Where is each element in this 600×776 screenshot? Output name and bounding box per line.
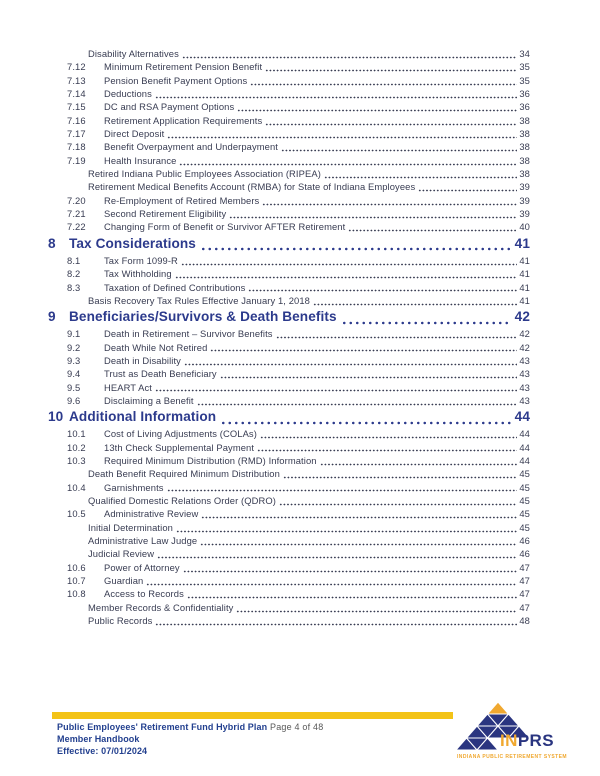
- logo-brand-prs: PRS: [517, 731, 554, 750]
- toc-entry-page: 38: [519, 168, 530, 180]
- toc-entry-number: 10: [48, 409, 64, 425]
- toc-entry-number: 10.4: [67, 481, 86, 493]
- toc-entry[interactable]: [67, 382, 530, 395]
- toc-entry-title: Retired Indiana Public Employees Association (RIPEA): [88, 168, 321, 180]
- toc-entry-title: Tax Form 1099-R: [104, 254, 178, 266]
- toc-entry[interactable]: [67, 355, 530, 368]
- toc-entry-number: 9: [48, 309, 56, 325]
- toc-entry-number: 7.21: [67, 208, 86, 220]
- toc-entry-page: 44: [514, 409, 530, 425]
- dot-leader: [341, 321, 512, 325]
- toc-entry-number: 7.19: [67, 154, 86, 166]
- toc-entry[interactable]: [67, 395, 530, 408]
- toc-entry-page: 35: [519, 74, 530, 86]
- toc-entry-title: Tax Withholding: [104, 268, 172, 280]
- footer-doc-title: Public Employees' Retirement Fund Hybrid Plan: [57, 722, 268, 732]
- toc-entry-page: 43: [519, 368, 530, 380]
- toc-entry-title: Changing Form of Benefit or Survivor AFTER Retirement: [104, 221, 346, 233]
- dot-leader: [281, 149, 517, 152]
- dot-leader: [324, 176, 517, 179]
- logo-brand-text: [500, 732, 554, 749]
- toc-entry[interactable]: [67, 342, 530, 355]
- toc-entry-title: Taxation of Defined Contributions: [104, 281, 246, 293]
- toc-entry-title: Re-Employment of Retired Members: [104, 194, 260, 206]
- dot-leader: [176, 530, 517, 533]
- toc-entry-number: 10.8: [67, 588, 86, 600]
- dot-leader: [175, 276, 518, 279]
- dot-leader: [146, 583, 517, 586]
- dot-leader: [236, 610, 517, 613]
- toc-entry-page: 43: [519, 394, 530, 406]
- toc-entry-page: 47: [519, 588, 530, 600]
- toc-entry-number: 8: [48, 235, 56, 251]
- dot-leader: [220, 421, 511, 425]
- toc-entry-number: 10.3: [67, 454, 86, 466]
- dot-leader: [276, 336, 518, 339]
- dot-leader: [265, 69, 517, 72]
- page-indicator: Page 4 of 48: [270, 722, 324, 732]
- toc-entry-title: Garnishments: [104, 481, 164, 493]
- toc-entry[interactable]: [48, 235, 530, 255]
- toc-entry-page: 41: [519, 294, 530, 306]
- toc-entry-page: 41: [519, 281, 530, 293]
- toc-entry-page: 43: [519, 381, 530, 393]
- toc-entry[interactable]: [67, 562, 530, 575]
- toc-entry[interactable]: [67, 61, 530, 74]
- toc-entry-title: Administrative Review: [104, 508, 199, 520]
- dot-leader: [179, 163, 517, 166]
- toc-entry-page: 47: [519, 561, 530, 573]
- toc-entry-page: 40: [519, 221, 530, 233]
- toc-entry[interactable]: [67, 328, 530, 341]
- toc-entry-page: 46: [519, 548, 530, 560]
- toc-entry[interactable]: [88, 495, 530, 508]
- footer-effective-date: Effective: 07/01/2024: [57, 745, 148, 756]
- toc-entry-title: Death While Not Retired: [104, 341, 208, 353]
- toc-entry-page: 38: [519, 128, 530, 140]
- toc-entry-number: 7.15: [67, 101, 86, 113]
- toc-entry-title: Health Insurance: [104, 154, 177, 166]
- footer-doc-subtitle: Member Handbook: [57, 733, 140, 744]
- toc-entry-number: 7.12: [67, 61, 86, 73]
- dot-leader: [200, 247, 512, 251]
- toc-entry-number: 10.1: [67, 428, 86, 440]
- toc-entry-title: Second Retirement Eligibility: [104, 208, 227, 220]
- toc-entry-number: 7.18: [67, 141, 86, 153]
- dot-leader: [157, 556, 517, 559]
- toc-entry-title: Minimum Retirement Pension Benefit: [104, 61, 263, 73]
- toc-entry[interactable]: [67, 195, 530, 208]
- toc-entry-title: Trust as Death Beneficiary: [104, 368, 217, 380]
- dot-leader: [220, 376, 518, 379]
- toc-entry-page: 47: [519, 601, 530, 613]
- toc-entry-number: 10.7: [67, 575, 86, 587]
- toc-entry-number: 9.3: [67, 354, 81, 366]
- toc-entry[interactable]: [67, 75, 530, 88]
- toc-entry-title: Death in Retirement – Survivor Benefits: [104, 328, 273, 340]
- dot-leader: [197, 403, 518, 406]
- toc-entry-title: Access to Records: [104, 588, 184, 600]
- toc-entry[interactable]: [88, 615, 530, 628]
- toc-entry[interactable]: [67, 115, 530, 128]
- dot-leader: [155, 623, 517, 626]
- dot-leader: [262, 203, 517, 206]
- toc-entry-title: Cost of Living Adjustments (COLAs): [104, 428, 257, 440]
- dot-leader: [155, 389, 517, 392]
- dot-leader: [418, 189, 517, 192]
- dot-leader: [184, 363, 517, 366]
- dot-leader: [248, 289, 517, 292]
- toc-entry-page: 45: [519, 508, 530, 520]
- dot-leader: [181, 263, 517, 266]
- toc-entry-page: 38: [519, 154, 530, 166]
- toc-entry[interactable]: [88, 295, 530, 308]
- toc-entry-title: Administrative Law Judge: [88, 535, 198, 546]
- toc-entry[interactable]: [88, 602, 530, 615]
- dot-leader: [200, 543, 517, 546]
- toc-entry-number: 10.5: [67, 508, 86, 520]
- toc-entry-page: 47: [519, 575, 530, 587]
- toc-entry-title: Power of Attorney: [104, 561, 180, 573]
- toc-entry[interactable]: [67, 368, 530, 381]
- toc-entry-title: Direct Deposit: [104, 128, 165, 140]
- toc-entry[interactable]: [67, 128, 530, 141]
- toc-entry-title: Death Benefit Required Minimum Distribution: [88, 468, 280, 480]
- toc-entry-page: 44: [519, 428, 530, 440]
- toc-entry-title: Disability Alternatives: [88, 48, 179, 59]
- toc-entry-page: 41: [519, 254, 530, 266]
- toc-entry[interactable]: [67, 575, 530, 588]
- toc-entry[interactable]: [48, 308, 530, 328]
- dot-leader: [283, 476, 517, 479]
- dot-leader: [279, 503, 517, 506]
- toc-entry[interactable]: [67, 208, 530, 221]
- toc-entry-number: 8.2: [67, 268, 81, 280]
- toc-entry[interactable]: [67, 442, 530, 455]
- toc-entry-title: Death in Disability: [104, 354, 181, 366]
- table-of-contents: [48, 48, 530, 628]
- toc-entry-title: Benefit Overpayment and Underpayment: [104, 141, 279, 153]
- toc-entry-number: 9.2: [67, 341, 81, 353]
- toc-entry-title: Beneficiaries/Survivors & Death Benefits: [69, 309, 337, 325]
- toc-entry-title: Required Minimum Distribution (RMD) Information: [104, 454, 317, 466]
- toc-entry-number: 10.6: [67, 561, 86, 573]
- dot-leader: [167, 136, 517, 139]
- toc-entry-page: 46: [519, 535, 530, 546]
- toc-entry[interactable]: [48, 408, 530, 428]
- dot-leader: [187, 596, 518, 599]
- dot-leader: [183, 570, 518, 573]
- dot-leader: [167, 489, 518, 492]
- toc-entry[interactable]: [67, 455, 530, 468]
- toc-entry-page: 45: [519, 468, 530, 480]
- dot-leader: [237, 109, 517, 112]
- toc-entry-number: 9.5: [67, 381, 81, 393]
- toc-entry-page: 39: [519, 208, 530, 220]
- toc-entry[interactable]: [88, 181, 530, 194]
- toc-entry-title: Additional Information: [69, 409, 217, 425]
- toc-entry[interactable]: [88, 168, 530, 181]
- footer-divider-bar: [52, 712, 453, 719]
- logo-tagline: INDIANA PUBLIC RETIREMENT SYSTEM: [457, 754, 567, 760]
- toc-entry-page: 42: [514, 309, 530, 325]
- toc-entry-number: 8.3: [67, 281, 81, 293]
- toc-entry-title: Guardian: [104, 575, 144, 587]
- toc-entry-page: 44: [519, 441, 530, 453]
- toc-entry-number: 8.1: [67, 254, 81, 266]
- toc-entry-page: 41: [519, 268, 530, 280]
- toc-entry-title: DC and RSA Payment Options: [104, 101, 235, 113]
- toc-entry-title: Tax Considerations: [69, 235, 196, 251]
- toc-entry[interactable]: [67, 141, 530, 154]
- toc-entry[interactable]: [67, 282, 530, 295]
- toc-entry-page: 36: [519, 101, 530, 113]
- toc-entry-page: 43: [519, 354, 530, 366]
- dot-leader: [210, 349, 517, 352]
- toc-entry-title: Retirement Application Requirements: [104, 114, 263, 126]
- toc-entry-title: HEART Act: [104, 381, 152, 393]
- toc-entry-title: Judicial Review: [88, 548, 155, 560]
- logo-brand-in: IN: [500, 731, 518, 750]
- toc-entry-page: 34: [519, 48, 530, 59]
- dot-leader: [250, 83, 517, 86]
- toc-entry-title: 13th Check Supplemental Payment: [104, 441, 255, 453]
- toc-entry-number: 9.6: [67, 394, 81, 406]
- toc-entry-number: 7.17: [67, 128, 86, 140]
- toc-entry[interactable]: [88, 548, 530, 561]
- toc-entry[interactable]: [67, 255, 530, 268]
- dot-leader: [155, 96, 517, 99]
- toc-entry[interactable]: [88, 468, 530, 481]
- toc-entry-page: 42: [519, 341, 530, 353]
- toc-entry-number: 7.14: [67, 88, 86, 100]
- toc-entry-number: 7.22: [67, 221, 86, 233]
- toc-entry-page: 44: [519, 454, 530, 466]
- toc-entry-title: Disclaiming a Benefit: [104, 394, 194, 406]
- dot-leader: [320, 463, 518, 466]
- toc-entry-page: 36: [519, 88, 530, 100]
- toc-entry[interactable]: [67, 482, 530, 495]
- toc-entry-page: 38: [519, 141, 530, 153]
- toc-entry-number: 9.4: [67, 368, 81, 380]
- toc-entry-page: 39: [519, 181, 530, 193]
- toc-entry-title: Retirement Medical Benefits Account (RMBA) for State of Indiana Employees: [88, 181, 416, 193]
- dot-leader: [313, 303, 517, 306]
- toc-entry[interactable]: [88, 535, 530, 548]
- toc-entry-title: Public Records: [88, 615, 153, 627]
- toc-entry-page: 41: [514, 235, 530, 251]
- footer-doc-info: [57, 722, 267, 757]
- toc-entry[interactable]: [67, 101, 530, 114]
- dot-leader: [260, 436, 517, 439]
- toc-entry[interactable]: [67, 508, 530, 521]
- toc-entry-page: 42: [519, 328, 530, 340]
- dot-leader: [348, 229, 517, 232]
- toc-entry-page: 39: [519, 194, 530, 206]
- toc-entry-page: 45: [519, 481, 530, 493]
- toc-entry-number: 7.13: [67, 74, 86, 86]
- toc-entry-title: Initial Determination: [88, 521, 173, 533]
- toc-entry[interactable]: [67, 588, 530, 601]
- toc-entry-page: 45: [519, 494, 530, 506]
- toc-entry-title: Basis Recovery Tax Rules Effective January 1, 2018: [88, 294, 310, 306]
- toc-entry[interactable]: [67, 88, 530, 101]
- toc-entry[interactable]: [67, 428, 530, 441]
- dot-leader: [182, 56, 517, 59]
- toc-entry-page: 48: [519, 615, 530, 627]
- toc-entry-title: Member Records & Confidentiality: [88, 601, 234, 613]
- toc-entry-title: Pension Benefit Payment Options: [104, 74, 248, 86]
- toc-entry[interactable]: [67, 155, 530, 168]
- toc-entry-number: 7.20: [67, 194, 86, 206]
- dot-leader: [265, 123, 517, 126]
- inprs-logo: [456, 701, 580, 763]
- toc-entry-number: 7.16: [67, 114, 86, 126]
- toc-entry-number: 10.2: [67, 441, 86, 453]
- dot-leader: [201, 516, 517, 519]
- toc-entry-number: 9.1: [67, 328, 81, 340]
- toc-entry[interactable]: [67, 268, 530, 281]
- toc-entry-title: Deductions: [104, 88, 152, 100]
- toc-entry[interactable]: [88, 48, 530, 61]
- toc-entry[interactable]: [88, 522, 530, 535]
- dot-leader: [229, 216, 517, 219]
- toc-entry-title: Qualified Domestic Relations Order (QDRO): [88, 494, 277, 506]
- toc-entry-page: 35: [519, 61, 530, 73]
- toc-entry-page: 45: [519, 521, 530, 533]
- dot-leader: [257, 449, 517, 452]
- toc-entry-page: 38: [519, 114, 530, 126]
- toc-entry[interactable]: [67, 221, 530, 234]
